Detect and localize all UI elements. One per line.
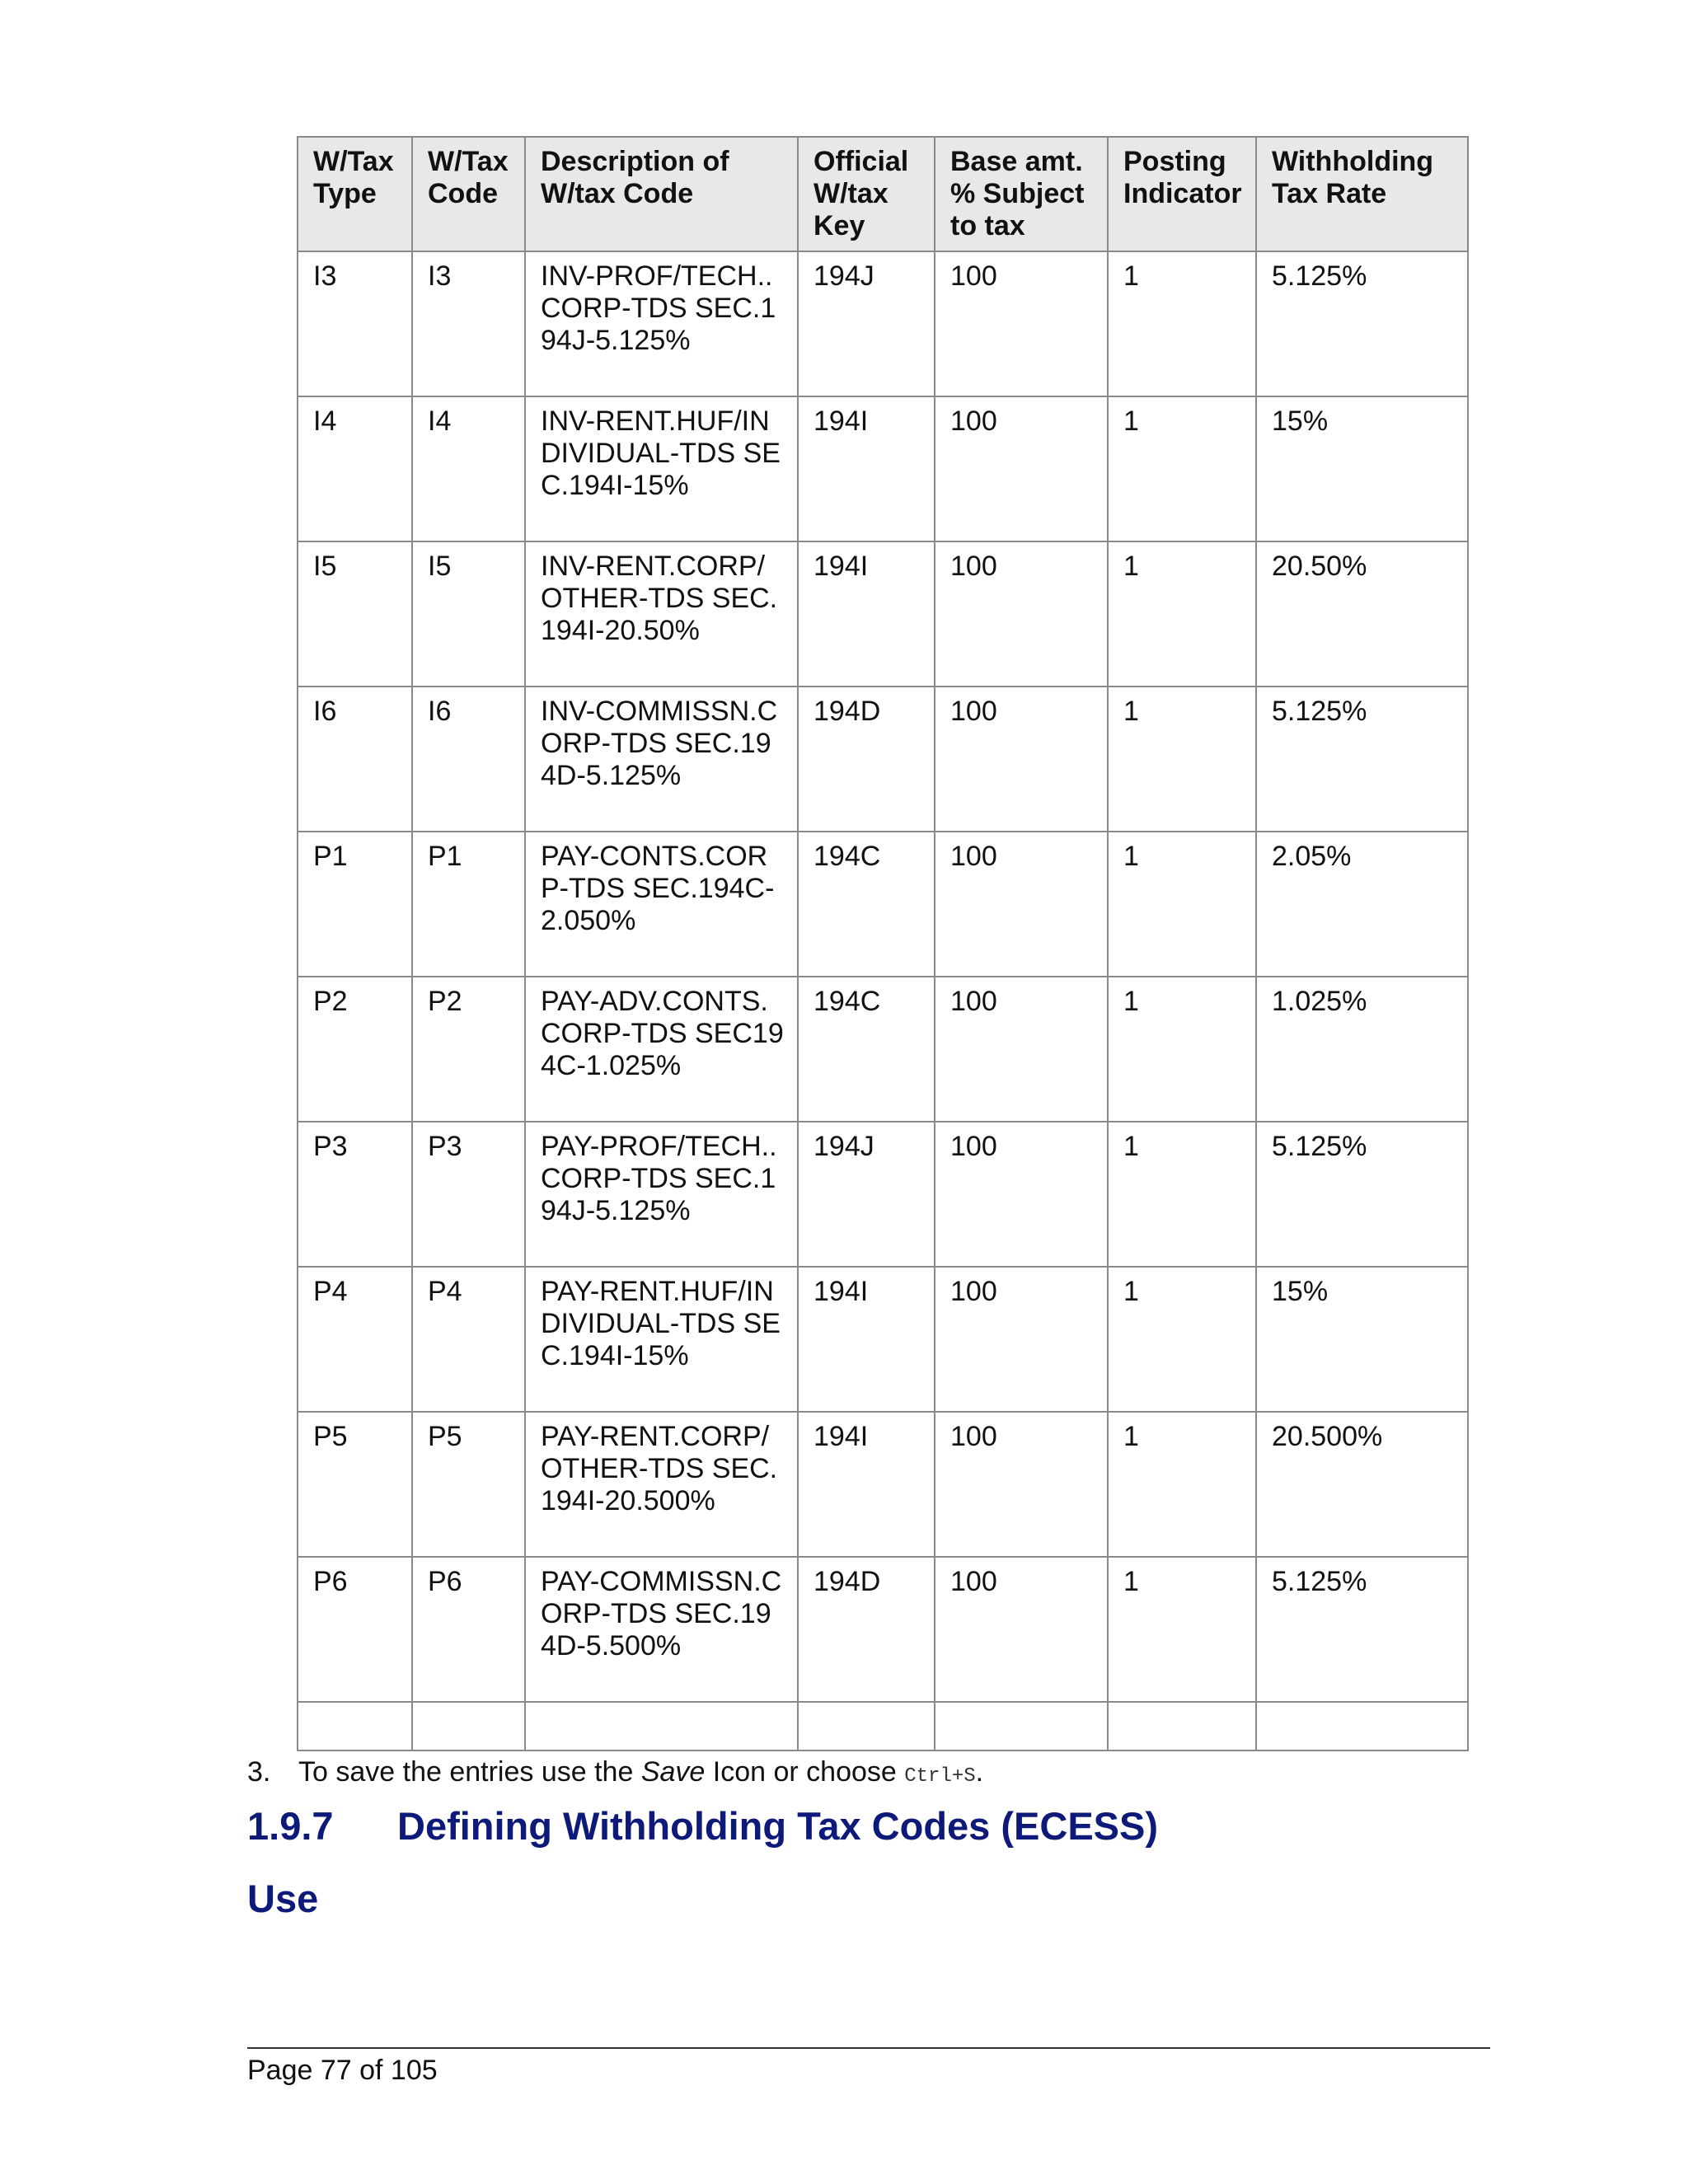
table-row [298, 1702, 1468, 1750]
table-row [298, 1267, 1468, 1412]
table-row [298, 977, 1468, 1122]
cell-tax-rate: 5.125% [1256, 1122, 1468, 1267]
use-subheading: Use [247, 1877, 319, 1920]
cell-tax-rate: 20.500% [1256, 1412, 1468, 1557]
cell-description: PAY-CONTS.CORP-TDS SEC.194C-2.050% [525, 832, 798, 977]
cell-tax-rate: 15% [1256, 396, 1468, 541]
cell-official-key: 194D [798, 1557, 935, 1702]
cell-wtax-type: P4 [298, 1267, 412, 1412]
cell-official-key: 194I [798, 1412, 935, 1557]
cell-wtax-code: P5 [412, 1412, 525, 1557]
cell-wtax-type: I6 [298, 687, 412, 832]
cell-posting-indicator: 1 [1108, 832, 1256, 977]
cell-tax-rate: 1.025% [1256, 977, 1468, 1122]
cell-official-key: 194I [798, 541, 935, 687]
cell-wtax-code: P6 [412, 1557, 525, 1702]
cell-description: PAY-ADV.CONTS.CORP-TDS SEC194C-1.025% [525, 977, 798, 1122]
cell-posting-indicator: 1 [1108, 1267, 1256, 1412]
cell-wtax-code: P1 [412, 832, 525, 977]
cell-base-amount: 100 [935, 541, 1108, 687]
footer-divider [247, 2047, 1490, 2049]
table-row [298, 1557, 1468, 1702]
cell-tax-rate: 2.05% [1256, 832, 1468, 977]
table-row [298, 687, 1468, 832]
cell-official-key: 194J [798, 251, 935, 396]
page-number: Page 77 of 105 [247, 2055, 438, 2086]
step-text-after: Icon or choose [712, 1756, 897, 1788]
withholding-tax-table [297, 136, 1469, 1751]
cell-tax-rate: 5.125% [1256, 251, 1468, 396]
cell-posting-indicator: 1 [1108, 687, 1256, 832]
cell-wtax-type: I3 [298, 251, 412, 396]
cell-official-key: 194I [798, 1267, 935, 1412]
cell-wtax-code: I4 [412, 396, 525, 541]
column-header-posting-indicator: Posting Indicator [1108, 137, 1256, 251]
cell-wtax-code: P2 [412, 977, 525, 1122]
cell-official-key: 194C [798, 832, 935, 977]
cell-wtax-code: I5 [412, 541, 525, 687]
step-number: 3. [247, 1756, 271, 1788]
save-instruction [247, 1755, 983, 1793]
table-row [298, 1122, 1468, 1267]
cell-tax-rate: 15% [1256, 1267, 1468, 1412]
section-heading [247, 1803, 1158, 1849]
cell-base-amount: 100 [935, 977, 1108, 1122]
column-header-wtax-code: W/Tax Code [412, 137, 525, 251]
cell-description: INV-RENT.CORP/OTHER-TDS SEC.194I-20.50% [525, 541, 798, 687]
step-text-before: To save the entries use the [298, 1756, 634, 1788]
cell-description: PAY-RENT.HUF/INDIVIDUAL-TDS SEC.194I-15% [525, 1267, 798, 1412]
column-header-official-key: Official W/tax Key [798, 137, 935, 251]
cell-description: INV-RENT.HUF/INDIVIDUAL-TDS SEC.194I-15% [525, 396, 798, 541]
cell-posting-indicator: 1 [1108, 251, 1256, 396]
cell-base-amount: 100 [935, 687, 1108, 832]
cell-wtax-type: P6 [298, 1557, 412, 1702]
cell-posting-indicator: 1 [1108, 977, 1256, 1122]
cell-wtax-type: I4 [298, 396, 412, 541]
column-header-wtax-type: W/Tax Type [298, 137, 412, 251]
column-header-description: Description of W/tax Code [525, 137, 798, 251]
cell-tax-rate: 5.125% [1256, 1557, 1468, 1702]
cell-description: PAY-COMMISSN.CORP-TDS SEC.194D-5.500% [525, 1557, 798, 1702]
cell-posting-indicator: 1 [1108, 541, 1256, 687]
cell-wtax-code: I6 [412, 687, 525, 832]
cell-description: INV-COMMISSN.CORP-TDS SEC.194D-5.125% [525, 687, 798, 832]
cell-tax-rate [1256, 1702, 1468, 1750]
cell-wtax-code: P3 [412, 1122, 525, 1267]
column-header-base-amount: Base amt. % Subject to tax [935, 137, 1108, 251]
cell-base-amount: 100 [935, 396, 1108, 541]
cell-official-key: 194I [798, 396, 935, 541]
save-icon-reference: Save [640, 1756, 706, 1788]
cell-wtax-type: P2 [298, 977, 412, 1122]
cell-base-amount: 100 [935, 1122, 1108, 1267]
section-title: Defining Withholding Tax Codes (ECESS) [397, 1804, 1159, 1848]
step-end-punctuation: . [975, 1756, 984, 1788]
cell-tax-rate: 20.50% [1256, 541, 1468, 687]
cell-official-key: 194D [798, 687, 935, 832]
cell-base-amount [935, 1702, 1108, 1750]
cell-base-amount: 100 [935, 1557, 1108, 1702]
cell-description: PAY-RENT.CORP/OTHER-TDS SEC.194I-20.500% [525, 1412, 798, 1557]
cell-description [525, 1702, 798, 1750]
cell-official-key: 194J [798, 1122, 935, 1267]
cell-description: PAY-PROF/TECH..CORP-TDS SEC.194J-5.125% [525, 1122, 798, 1267]
cell-base-amount: 100 [935, 1412, 1108, 1557]
cell-posting-indicator: 1 [1108, 396, 1256, 541]
table-row [298, 1412, 1468, 1557]
cell-posting-indicator [1108, 1702, 1256, 1750]
cell-tax-rate: 5.125% [1256, 687, 1468, 832]
cell-wtax-code: P4 [412, 1267, 525, 1412]
section-number: 1.9.7 [247, 1804, 334, 1848]
cell-base-amount: 100 [935, 1267, 1108, 1412]
cell-description: INV-PROF/TECH..CORP-TDS SEC.194J-5.125% [525, 251, 798, 396]
cell-wtax-code [412, 1702, 525, 1750]
cell-official-key: 194C [798, 977, 935, 1122]
cell-posting-indicator: 1 [1108, 1412, 1256, 1557]
cell-official-key [798, 1702, 935, 1750]
table-row [298, 832, 1468, 977]
table-body [298, 251, 1468, 1750]
cell-posting-indicator: 1 [1108, 1557, 1256, 1702]
cell-wtax-type: P5 [298, 1412, 412, 1557]
cell-base-amount: 100 [935, 251, 1108, 396]
cell-wtax-type [298, 1702, 412, 1750]
cell-wtax-type: I5 [298, 541, 412, 687]
table-row [298, 251, 1468, 396]
table-row [298, 541, 1468, 687]
cell-posting-indicator: 1 [1108, 1122, 1256, 1267]
column-header-tax-rate: Withholding Tax Rate [1256, 137, 1468, 251]
keyboard-shortcut: Ctrl+S [904, 1765, 976, 1788]
cell-wtax-type: P1 [298, 832, 412, 977]
cell-base-amount: 100 [935, 832, 1108, 977]
cell-wtax-type: P3 [298, 1122, 412, 1267]
table-row [298, 396, 1468, 541]
table-header-row [298, 137, 1468, 251]
cell-wtax-code: I3 [412, 251, 525, 396]
